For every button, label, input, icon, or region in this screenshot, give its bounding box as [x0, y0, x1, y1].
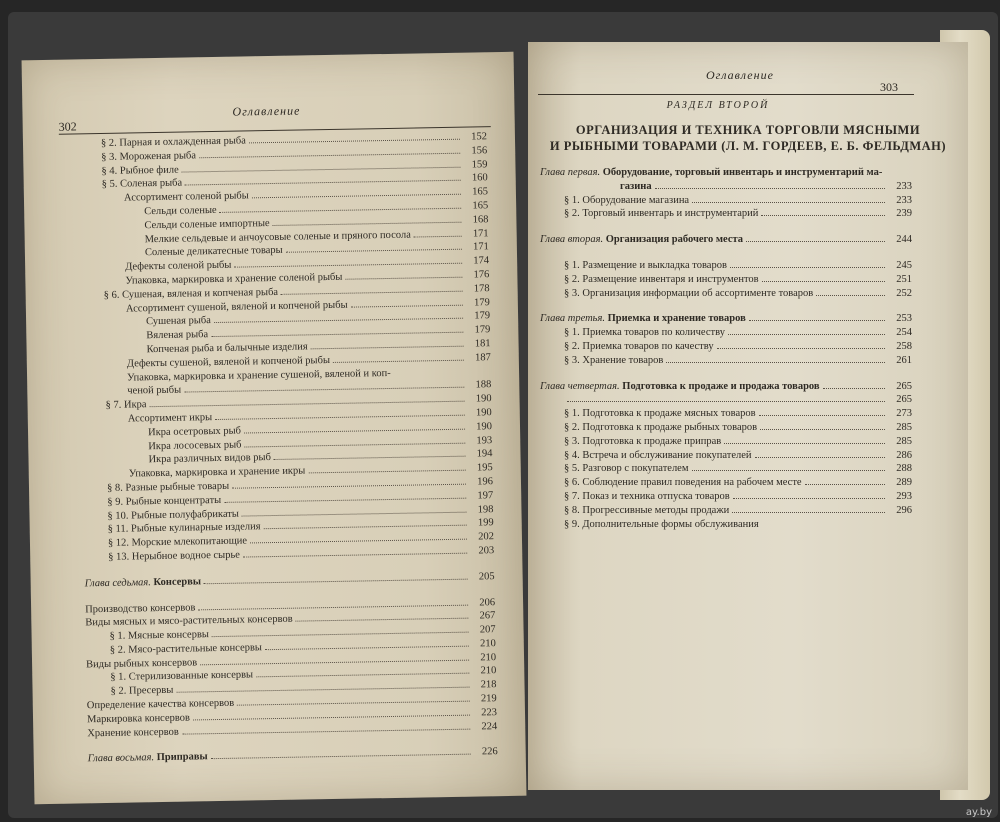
section-title-line2: И РЫБНЫМИ ТОВАРАМИ (Л. М. ГОРДЕЕВ, Е. Б. ФЕЛЬДМАН)	[549, 139, 947, 153]
toc-page-number: 258	[896, 340, 912, 352]
toc-page-number: 197	[477, 489, 494, 502]
toc-page-number: 210	[479, 638, 496, 650]
toc-entry-text: Сельди соленые	[144, 204, 217, 218]
toc-entry-text: Определение качества консервов	[86, 697, 235, 712]
chapter-label: Глава первая.	[540, 167, 601, 178]
toc-page-number: 199	[477, 517, 494, 529]
toc-page-number: 179	[474, 324, 491, 336]
toc-row	[540, 180, 912, 194]
toc-page-number: 165	[472, 200, 489, 212]
toc-entry-text: § 3. Организация информации об ассортименте товаров	[564, 287, 814, 299]
leader-dots	[345, 269, 462, 280]
toc-entry-text: Производство консервов	[85, 601, 196, 615]
chapter-heading	[540, 167, 882, 180]
toc-entry-text: § 2. Парная и охлажденная рыба	[100, 135, 246, 149]
leader-dots	[249, 131, 460, 144]
toc-entry-text: Икра осетровых рыб	[147, 425, 242, 438]
toc-page-number: 168	[472, 214, 489, 226]
leader-dots	[273, 213, 462, 225]
toc-row	[540, 449, 912, 463]
toc-entry-text: § 4. Встреча и обслуживание покупателей	[564, 449, 752, 461]
toc-entry-text: Хранение консервов	[87, 726, 179, 739]
chapter-title: Подготовка к продаже и продажа товаров	[622, 380, 820, 392]
toc-page-number: 194	[476, 448, 493, 460]
toc-entry-text: Дефекты сушеной, вяленой и копченой рыбы	[126, 354, 331, 370]
toc-row	[540, 393, 912, 407]
leader-dots	[274, 448, 466, 460]
chapter-heading	[85, 576, 202, 591]
toc-row	[540, 407, 912, 421]
leader-dots	[761, 207, 885, 216]
toc-row	[540, 207, 912, 221]
toc-entry-text: § 2. Мясо-растительные консервы	[109, 642, 263, 656]
toc-entry-text: Упаковка, маркировка и хранение сушеной, вяленой и коп-	[127, 367, 391, 384]
toc-page-number: 181	[474, 338, 491, 350]
toc-entry-text: Сушеная рыба	[146, 315, 211, 328]
toc-entry-text: § 13. Нерыбное водное сырье	[108, 549, 240, 563]
toc-spacer	[540, 221, 912, 233]
toc-page-number: 245	[896, 259, 912, 271]
toc-entry-text: Ассортимент соленой рыбы	[123, 190, 249, 204]
toc-page-number: 286	[896, 449, 912, 461]
toc-page-number: 219	[480, 693, 497, 705]
toc-page-number: 239	[896, 208, 912, 220]
toc-page-number: 188	[475, 379, 492, 391]
toc-chapter-row	[540, 166, 912, 180]
toc-entry-text: Виды мясных и мясо-растительных консервов	[85, 614, 293, 629]
toc-list	[540, 166, 912, 531]
toc-row	[540, 476, 912, 490]
leader-dots	[286, 241, 462, 253]
toc-entry-text: Вяленая рыба	[146, 329, 209, 342]
toc-row	[540, 326, 912, 340]
toc-page-number: 165	[472, 186, 489, 198]
running-head: Оглавление	[706, 68, 774, 82]
toc-entry-text: § 8. Разные рыбные товары	[106, 480, 230, 494]
toc-page-number: 288	[896, 463, 912, 475]
toc-page-number: 156	[471, 145, 488, 157]
toc-entry-text: § 10. Рыбные полуфабрикаты	[107, 508, 240, 522]
toc-page-number: 252	[896, 287, 912, 299]
leader-dots	[759, 407, 885, 416]
toc-entry-text: Виды рыбных консервов	[86, 657, 198, 671]
leader-dots	[308, 462, 466, 474]
toc-entry-text: Маркировка консервов	[86, 712, 191, 726]
toc-entry-text: § 12. Морские млекопитающие	[107, 535, 248, 550]
leader-dots	[567, 393, 885, 402]
toc-spacer	[540, 247, 912, 259]
toc-page-number: 152	[471, 131, 488, 143]
toc-entry-text: § 1. Размещение и выкладка товаров	[564, 259, 727, 271]
toc-page-number: 190	[475, 407, 492, 419]
leader-dots	[655, 180, 885, 189]
toc-page-number: 289	[896, 477, 912, 489]
leader-dots	[333, 351, 464, 362]
toc-entry-text: § 2. Подготовка к продаже рыбных товаров	[564, 421, 758, 433]
leader-dots	[816, 287, 885, 296]
leader-dots	[823, 380, 885, 389]
leader-dots	[746, 233, 885, 242]
toc-entry-text: Ассортимент икры	[127, 412, 213, 425]
chapter-heading	[540, 381, 820, 394]
toc-entry-text: § 8. Прогрессивные методы продажи	[564, 504, 730, 516]
chapter-label: Глава седьмая.	[84, 576, 151, 590]
toc-entry-text: § 9. Дополнительные формы обслуживания	[564, 518, 759, 530]
section-label: РАЗДЕЛ ВТОРОЙ	[666, 100, 770, 111]
watermark: ay.by	[965, 807, 992, 818]
chapter-title: Оборудование, торговый инвентарь и инструментарий ма-	[602, 167, 883, 178]
chapter-heading	[540, 313, 746, 326]
toc-page-number: 233	[896, 194, 912, 206]
toc-entry-text: Упаковка, маркировка и хранение икры	[128, 465, 306, 480]
leader-dots	[296, 610, 469, 622]
toc-entry-text: § 7. Показ и техника отпуска товаров	[564, 490, 730, 502]
leader-dots	[762, 273, 885, 282]
toc-page-number: 179	[474, 310, 491, 322]
toc-entry-text: Дефекты соленой рыбы	[125, 259, 232, 273]
toc-page-number: 190	[476, 420, 493, 433]
toc-page-number: 254	[896, 327, 912, 339]
toc-page-number: 206	[479, 596, 496, 608]
leader-dots	[760, 421, 885, 430]
leader-dots	[733, 490, 885, 499]
running-head: Оглавление	[232, 103, 301, 119]
toc-chapter-row	[540, 233, 912, 247]
toc-page-number: 265	[896, 380, 912, 392]
toc-entry-text: Упаковка, маркировка и хранение соленой рыбы	[125, 271, 343, 287]
toc-entry-text: Копченая рыба и балычные изделия	[146, 341, 308, 356]
toc-page-number: 171	[472, 227, 489, 240]
toc-chapter-row	[540, 380, 912, 394]
leader-dots	[805, 476, 885, 485]
toc-entry-text: § 3. Мороженая рыба	[101, 150, 197, 163]
leader-dots	[728, 326, 885, 335]
toc-page-number: 176	[473, 269, 490, 281]
toc-page-number: 273	[896, 408, 912, 420]
chapter-title: Консервы	[153, 576, 202, 588]
toc-page-number: 178	[473, 282, 490, 295]
toc-page-number: 226	[481, 746, 498, 758]
toc-page-number: 159	[471, 158, 488, 171]
toc-chapter-row	[540, 312, 912, 326]
leader-dots	[692, 194, 885, 203]
toc-page-number: 293	[896, 490, 912, 502]
toc-entry-text: § 1. Приемка товаров по количеству	[564, 327, 725, 339]
toc-row	[540, 340, 912, 354]
toc-list	[77, 130, 498, 766]
toc-page-number: 205	[478, 570, 495, 583]
toc-entry-text: § 2. Торговый инвентарь и инструментарий	[564, 208, 759, 220]
toc-entry-text: § 3. Подготовка к продаже приправ	[564, 435, 722, 447]
toc-page-number: 195	[476, 462, 493, 474]
toc-row	[540, 259, 912, 273]
toc-page-number: 244	[896, 234, 912, 246]
toc-page-number: 210	[480, 651, 497, 664]
leader-dots	[692, 462, 886, 471]
toc-page-number: 193	[476, 434, 493, 446]
leader-dots	[749, 312, 885, 321]
toc-page-number: 187	[474, 351, 491, 364]
leader-dots	[281, 282, 463, 294]
toc-entry-text: § 6. Соблюдение правил поведения на рабочем месте	[564, 477, 802, 489]
page-number: 302	[58, 119, 77, 134]
toc-entry-text: § 5. Соленая рыба	[101, 177, 183, 191]
toc-row	[540, 421, 912, 435]
leader-dots	[724, 435, 885, 444]
chapter-title: Приемка и хранение товаров	[607, 313, 746, 325]
toc-entry-text: § 4. Рыбное филе	[101, 164, 179, 177]
toc-page-number: 224	[481, 720, 498, 733]
toc-row	[540, 287, 912, 301]
toc-page-number: 171	[473, 241, 489, 253]
section-title-line1: ОРГАНИЗАЦИЯ И ТЕХНИКА ТОРГОВЛИ МЯСНЫМИ	[575, 123, 921, 137]
leader-dots	[414, 227, 462, 237]
toc-row	[540, 490, 912, 504]
toc-entry-text: Соленые деликатесные товары	[144, 245, 283, 259]
toc-page-number: 253	[896, 313, 912, 325]
leader-dots	[732, 504, 885, 513]
leader-dots	[666, 354, 885, 363]
toc-page-number: 251	[896, 273, 912, 285]
toc-entry-text: Сельди соленые импортные	[144, 217, 270, 232]
toc-page-number: 179	[473, 296, 490, 309]
toc-entry-text: § 3. Хранение товаров	[564, 354, 664, 366]
page-number: 303	[880, 80, 898, 94]
toc-page-number: 285	[896, 435, 912, 447]
toc-row	[540, 462, 912, 476]
leader-dots	[730, 259, 885, 268]
toc-row	[540, 273, 912, 287]
toc-entry-text: § 11. Рыбные кулинарные изделия	[107, 521, 261, 536]
leader-dots	[311, 338, 464, 350]
toc-spacer	[540, 368, 912, 380]
leader-dots	[350, 296, 462, 307]
toc-page-number: 203	[478, 545, 495, 557]
chapter-heading	[88, 752, 208, 767]
chapter-title-continued: газина	[620, 180, 652, 192]
chapter-title: Приправы	[156, 751, 208, 764]
right-page	[528, 42, 968, 790]
toc-row	[540, 354, 912, 368]
toc-entry-text: § 2. Пресервы	[110, 685, 174, 698]
toc-page-number: 174	[473, 255, 490, 267]
toc-entry-text: § 5. Разговор с покупателем	[564, 463, 689, 475]
toc-entry-text: Икра лососевых рыб	[148, 439, 242, 452]
toc-page-number: 190	[475, 393, 492, 405]
toc-page-number: 265	[896, 394, 912, 406]
toc-page-number: 160	[471, 172, 488, 184]
toc-entry-text: § 1. Подготовка к продаже мясных товаров	[564, 408, 756, 420]
toc-row	[540, 194, 912, 208]
toc-spacer	[540, 300, 912, 312]
toc-entry-text: § 6. Сушеная, вяленая и копченая рыба	[103, 286, 279, 301]
chapter-label: Глава четвертая.	[540, 380, 620, 392]
toc-page-number: 296	[896, 504, 912, 516]
toc-entry-text: § 2. Размещение инвентаря и инструментов	[564, 273, 759, 285]
leader-dots	[755, 449, 885, 458]
toc-entry-text: § 1. Мясные консервы	[109, 629, 210, 642]
toc-row	[540, 435, 912, 449]
toc-entry-text: § 1. Стерилизованные консервы	[110, 669, 254, 684]
toc-page-number: 261	[896, 354, 912, 366]
toc-page-number: 202	[478, 531, 495, 543]
left-page	[22, 52, 527, 804]
toc-page-number: 285	[896, 421, 912, 433]
toc-entry-text: § 1. Оборудование магазина	[564, 194, 690, 206]
chapter-title: Организация рабочего места	[605, 234, 744, 246]
chapter-label: Глава третья.	[540, 313, 605, 325]
toc-page-number: 210	[480, 665, 497, 677]
toc-entry-text: ченой рыбы	[127, 384, 182, 397]
toc-entry-text: § 7. Икра	[105, 399, 147, 412]
toc-page-number: 267	[479, 610, 496, 622]
chapter-label: Глава восьмая.	[87, 752, 155, 765]
chapter-heading	[540, 234, 743, 247]
toc-entry-text: Икра различных видов рыб	[148, 452, 271, 466]
toc-row	[540, 504, 912, 518]
toc-page-number: 207	[479, 624, 496, 636]
chapter-label: Глава вторая.	[540, 234, 604, 246]
toc-page-number: 218	[480, 679, 497, 691]
toc-row	[540, 518, 912, 532]
leader-dots	[717, 340, 885, 349]
toc-entry-text: Мелкие сельдевые и анчоусовые соленые и пряного посола	[144, 229, 411, 245]
toc-page-number: 198	[477, 503, 494, 515]
toc-page-number: 233	[896, 180, 912, 192]
toc-entry-text: § 9. Рыбные концентраты	[107, 494, 222, 508]
toc-page-number: 196	[477, 476, 494, 488]
toc-entry-text: § 2. Приемка товаров по качеству	[564, 340, 714, 352]
header-rule	[538, 94, 914, 95]
toc-entry-text: Ассортимент сушеной, вяленой и копченой рыбы	[125, 299, 348, 315]
toc-page-number: 223	[481, 707, 498, 719]
